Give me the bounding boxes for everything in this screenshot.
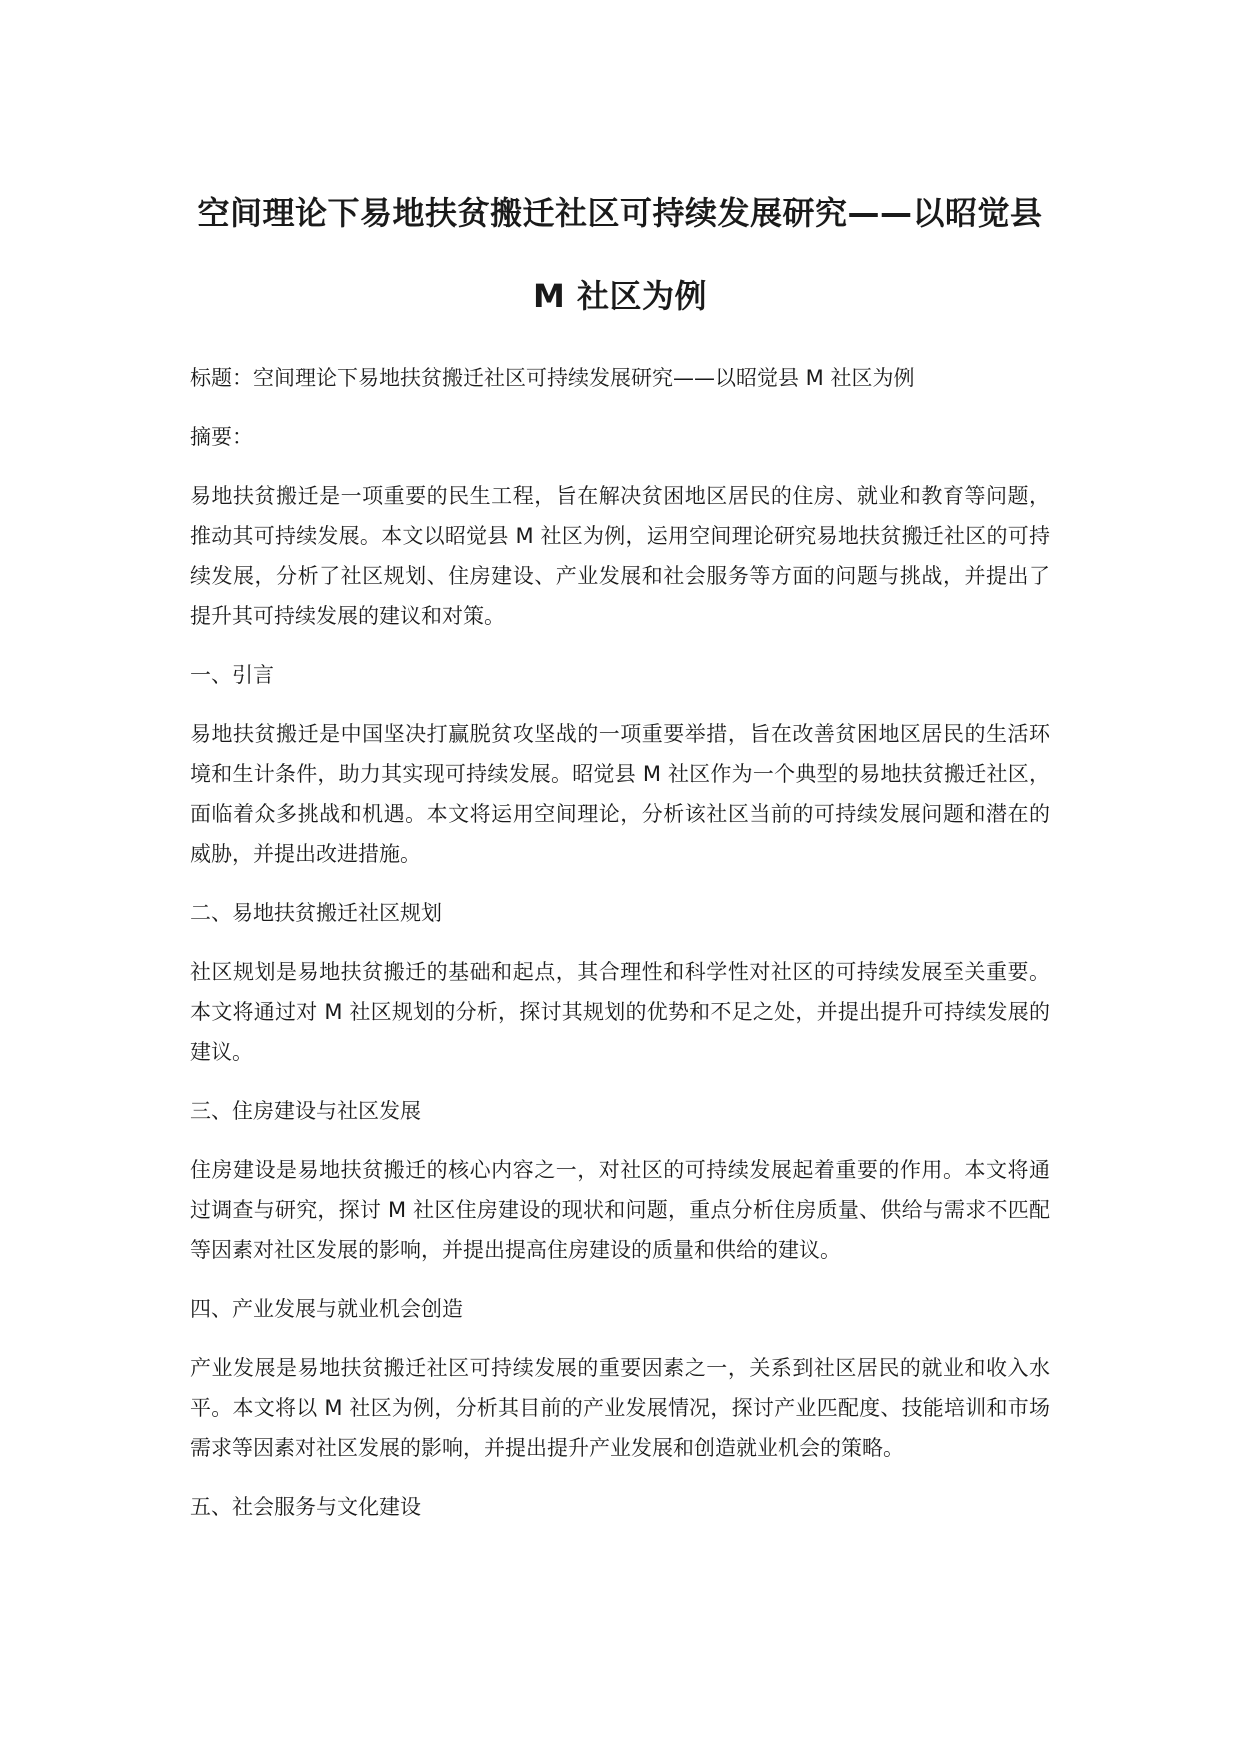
abstract-text: 易地扶贫搬迁是一项重要的民生工程，旨在解决贫困地区居民的住房、就业和教育等问题，推动其可持续发展。本文以昭觉县 M 社区为例，运用空间理论研究易地扶贫搬迁社区的可持续发展，分析了社区规划、住房建设、产业发展和社会服务等方面的问题与挑战，并提出了提升其可持续发展的建议和对策。 bbox=[190, 484, 1050, 628]
abstract-label: 摘要： bbox=[190, 425, 253, 449]
section-heading-industry: 四、产业发展与就业机会创造 bbox=[190, 1297, 463, 1321]
section-heading-social-services: 五、社会服务与文化建设 bbox=[190, 1495, 421, 1519]
section-heading-housing: 三、住房建设与社区发展 bbox=[190, 1099, 421, 1123]
document-body bbox=[190, 358, 1050, 1546]
section-text-community-planning: 社区规划是易地扶贫搬迁的基础和起点，其合理性和科学性对社区的可持续发展至关重要。本文将通过对 M 社区规划的分析，探讨其规划的优势和不足之处，并提出提升可持续发展的建议。 bbox=[190, 960, 1050, 1064]
title-line: 标题：空间理论下易地扶贫搬迁社区可持续发展研究——以昭觉县 M 社区为例 bbox=[190, 366, 915, 390]
section-text-introduction: 易地扶贫搬迁是中国坚决打赢脱贫攻坚战的一项重要举措，旨在改善贫困地区居民的生活环境和生计条件，助力其实现可持续发展。昭觉县 M 社区作为一个典型的易地扶贫搬迁社区，面临着众多挑战和机遇。本文将运用空间理论，分析该社区当前的可持续发展问题和潜在的威胁，并提出改进措施。 bbox=[190, 722, 1050, 866]
section-heading-community-planning: 二、易地扶贫搬迁社区规划 bbox=[190, 901, 442, 925]
document-title: 空间理论下易地扶贫搬迁社区可持续发展研究——以昭觉县 M 社区为例 bbox=[197, 194, 1043, 315]
section-text-industry: 产业发展是易地扶贫搬迁社区可持续发展的重要因素之一，关系到社区居民的就业和收入水平。本文将以 M 社区为例，分析其目前的产业发展情况，探讨产业匹配度、技能培训和市场需求等因素对社区发展的影响，并提出提升产业发展和创造就业机会的策略。 bbox=[190, 1356, 1050, 1460]
section-heading-introduction: 一、引言 bbox=[190, 663, 274, 687]
section-text-housing: 住房建设是易地扶贫搬迁的核心内容之一，对社区的可持续发展起着重要的作用。本文将通过调查与研究，探讨 M 社区住房建设的现状和问题，重点分析住房质量、供给与需求不匹配等因素对社区发展的影响，并提出提高住房建设的质量和供给的建议。 bbox=[190, 1158, 1050, 1262]
